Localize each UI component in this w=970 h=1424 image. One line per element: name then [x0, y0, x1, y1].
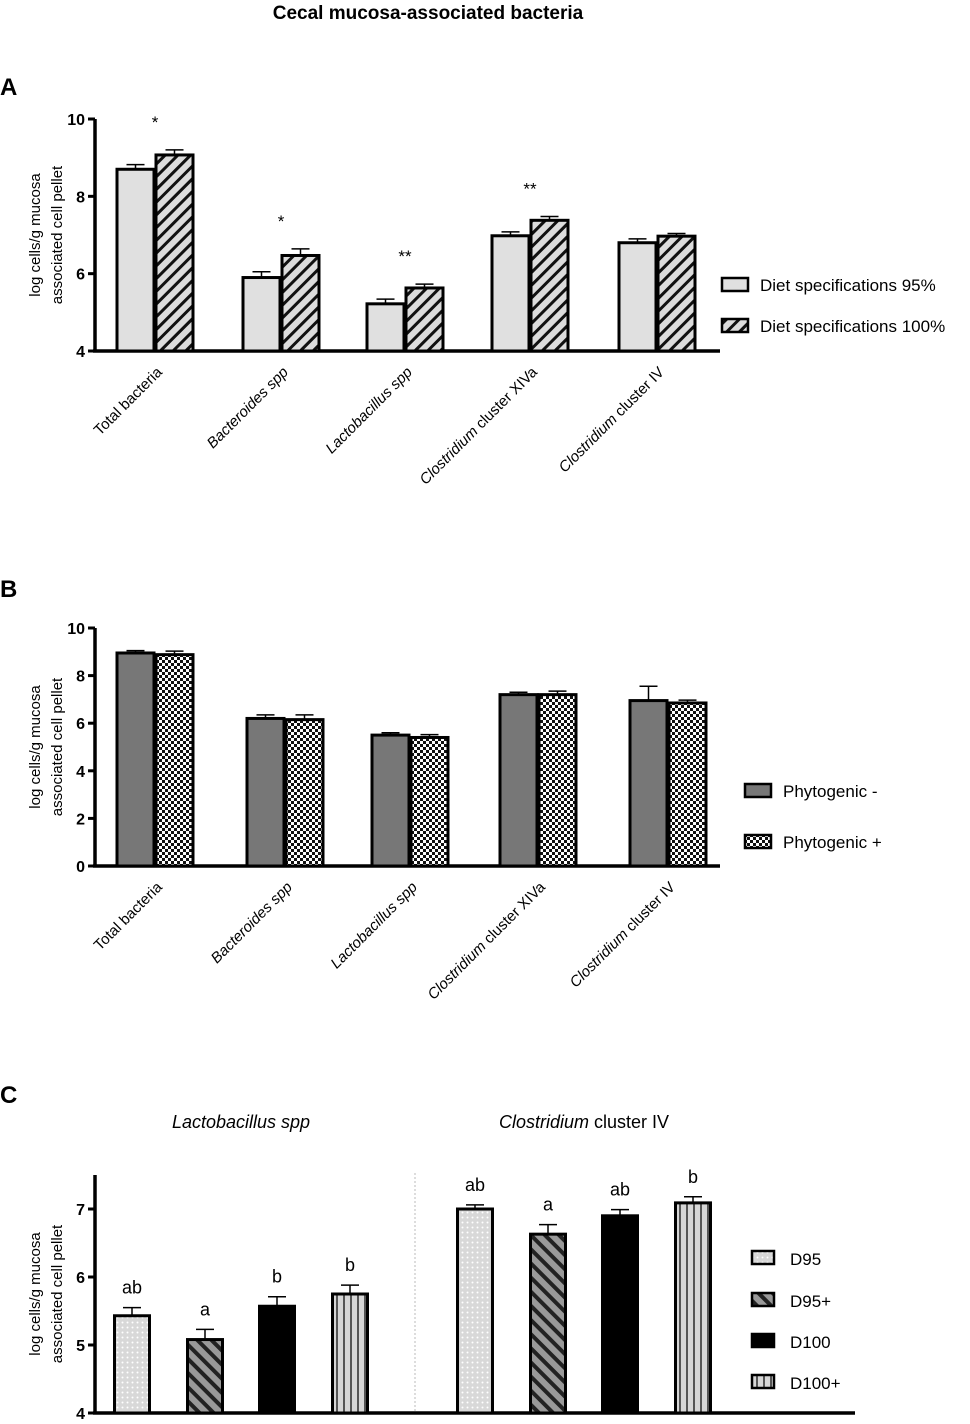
x-tick-label — [567, 879, 679, 991]
legend-swatch — [722, 319, 748, 332]
bar — [243, 278, 280, 351]
legend-label: D100+ — [790, 1374, 841, 1393]
legend-label: D95+ — [790, 1292, 832, 1311]
y-tick-label: 6 — [76, 266, 85, 284]
label-plain-part: Total bacteria — [90, 363, 166, 439]
legend-swatch — [752, 1375, 774, 1388]
label-italic-part: Lactobacillus spp — [322, 363, 416, 458]
significance-marker: ** — [523, 179, 537, 199]
label-italic-part: Clostridium — [555, 410, 621, 477]
bar — [333, 1294, 368, 1413]
legend-label: D100 — [790, 1333, 831, 1352]
y-tick-label: 0 — [76, 859, 85, 876]
bar — [676, 1203, 711, 1413]
bar — [669, 703, 706, 866]
bar — [406, 288, 443, 351]
y-tick-label: 5 — [76, 1338, 85, 1355]
panel-c — [0, 1082, 855, 1419]
y-axis-label: associated cell pellet — [49, 677, 66, 817]
legend-label: Diet specifications 100% — [760, 317, 946, 336]
significance-marker: ** — [398, 247, 412, 267]
significance-marker: * — [277, 211, 285, 231]
y-axis-label: associated cell pellet — [49, 1224, 66, 1364]
bar — [531, 1234, 566, 1413]
bar — [619, 243, 656, 351]
bar — [372, 735, 409, 866]
y-tick-label: 6 — [76, 716, 85, 734]
panel-letter: A — [0, 74, 18, 101]
group-title — [499, 1112, 669, 1132]
bar — [188, 1340, 223, 1413]
y-tick-label: 4 — [76, 1406, 85, 1419]
bar — [500, 695, 537, 866]
bar — [603, 1216, 638, 1413]
y-axis-label: log cells/g mucosa — [27, 173, 44, 297]
panel-b — [0, 576, 882, 1003]
legend-label: Phytogenic + — [783, 833, 882, 852]
label-plain-part: cluster IV — [619, 878, 679, 938]
bar — [539, 695, 576, 866]
bar — [156, 155, 193, 351]
bar — [247, 718, 284, 866]
x-tick-label — [91, 363, 167, 439]
label-italic-part: Bacteroides spp — [207, 878, 296, 967]
label-italic-part: Bacteroides spp — [203, 363, 292, 452]
x-tick-label — [204, 364, 292, 452]
label-italic-part: Clostridium — [566, 925, 632, 992]
legend-label: Diet specifications 95% — [760, 276, 936, 295]
bar — [367, 304, 404, 351]
label-plain-part: Total bacteria — [90, 878, 166, 954]
bar — [286, 720, 323, 866]
bar — [411, 737, 448, 866]
legend-swatch — [745, 835, 771, 848]
panel-letter: C — [0, 1082, 18, 1109]
y-tick-label: 4 — [76, 344, 85, 361]
significance-marker: * — [151, 112, 159, 132]
bar — [630, 701, 667, 866]
panel-a — [0, 74, 945, 488]
panel-letter: B — [0, 576, 18, 603]
y-axis-label: log cells/g mucosa — [27, 1232, 44, 1356]
label-plain-part: cluster XIVa — [477, 878, 549, 951]
legend-swatch — [752, 1251, 774, 1264]
label-plain-part: cluster IV — [608, 363, 668, 423]
group-letter: b — [344, 1255, 356, 1276]
bar — [458, 1209, 493, 1413]
figure-title: Cecal mucosa-associated bacteria — [272, 3, 584, 24]
label-italic-part: Clostridium — [424, 938, 490, 1004]
group-title — [172, 1112, 310, 1132]
x-tick-label — [556, 364, 668, 476]
group-letter: ab — [464, 1174, 486, 1195]
legend-swatch — [752, 1293, 774, 1306]
legend-label: Phytogenic - — [783, 782, 878, 801]
group-letter: ab — [609, 1179, 631, 1200]
y-tick-label: 4 — [76, 763, 85, 781]
y-tick-label: 8 — [76, 189, 85, 207]
y-tick-label: 7 — [76, 1202, 85, 1219]
label-italic-part: Clostridium — [498, 1112, 589, 1132]
x-tick-label — [416, 363, 541, 488]
bar — [156, 655, 193, 866]
legend-label: D95 — [790, 1250, 822, 1269]
y-axis-label: associated cell pellet — [49, 165, 66, 305]
label-italic-part: Lactobacillus spp — [171, 1112, 311, 1132]
bar — [282, 255, 319, 351]
x-tick-label — [327, 879, 420, 972]
group-letter: ab — [121, 1277, 143, 1298]
x-tick-label — [208, 879, 296, 967]
y-tick-label: 2 — [76, 811, 85, 829]
bar — [115, 1316, 150, 1413]
bar — [117, 169, 154, 351]
label-italic-part: Clostridium — [416, 423, 482, 489]
label-plain-part: cluster XIVa — [469, 363, 541, 436]
bar — [658, 236, 695, 351]
group-letter: a — [542, 1194, 554, 1215]
x-tick-label — [91, 878, 167, 954]
y-tick-label: 8 — [76, 668, 85, 686]
label-italic-part: Lactobacillus spp — [327, 878, 421, 973]
group-letter: a — [199, 1299, 211, 1320]
label-plain-part: cluster IV — [589, 1112, 670, 1132]
y-tick-label: 10 — [67, 112, 85, 129]
bar — [492, 236, 529, 351]
legend-swatch — [745, 784, 771, 797]
legend-swatch — [752, 1334, 774, 1347]
x-tick-label — [322, 364, 415, 457]
bar — [531, 220, 568, 351]
y-tick-label: 6 — [76, 1270, 85, 1287]
y-tick-label: 10 — [67, 621, 85, 638]
bar — [117, 653, 154, 866]
group-letter: b — [687, 1166, 699, 1187]
group-letter: b — [271, 1266, 283, 1287]
y-axis-label: log cells/g mucosa — [27, 685, 44, 809]
legend-swatch — [722, 278, 748, 291]
x-tick-label — [424, 878, 549, 1003]
bar — [260, 1306, 295, 1413]
